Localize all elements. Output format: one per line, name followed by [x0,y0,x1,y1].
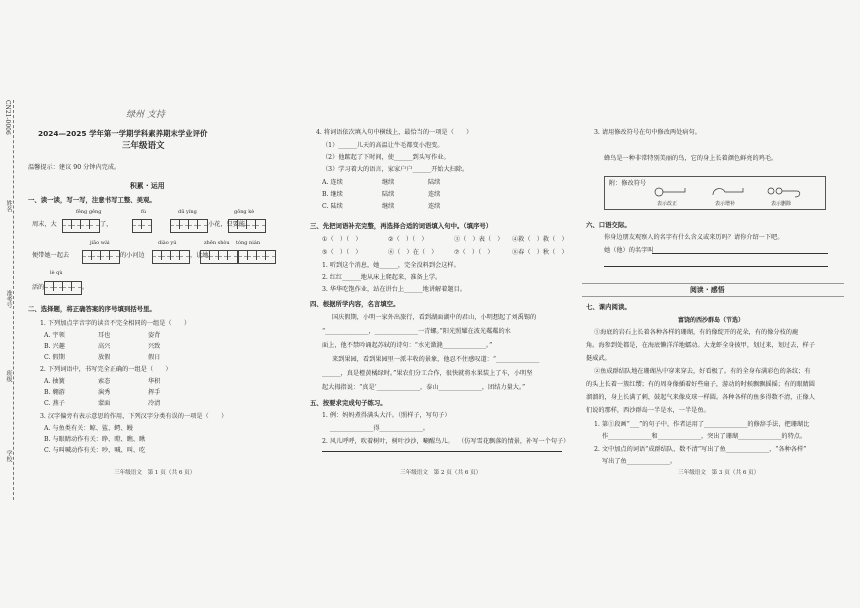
passage-line-6: 溜溜的，身上长满了刺，鼓起气来像皮球一样圆。各种各样的鱼多得数不清，正像人 [586,394,815,401]
q4b-line-5: ______，真是橙黄橘绿时。”果农们分工合作，很快就将水果装上了车，小明坚 [322,370,533,377]
q4-line-1: （1）______儿天的高温让牛毛都变小泡变。 [322,142,444,149]
q6-answer-line[interactable] [652,253,828,254]
q2-2-opt-a[interactable]: A. 抽簧 [44,378,65,385]
paper-code: CN21-0006 [4,100,11,135]
row1-text-3: 小花，只要能 [208,221,246,228]
q4-opt-a-word: 陆续 [428,179,441,186]
q3-word-6[interactable]: ⑥（ ）在（ ） [388,249,438,256]
q3-word-5[interactable]: ⑤（ ）（ ） [322,249,362,256]
q6-answer-line[interactable] [604,266,828,267]
q4-opt-b-word: 连续 [428,191,441,198]
exam-title: 2024—2025 学年第一学期学科素养期末学业评价 [38,129,208,138]
q2-1-opt-b-word: 高兴 [98,343,111,350]
q4-opt-b-word: 陆续 [382,191,395,198]
legend-insert-label: 表示增补 [715,201,736,207]
section-heading-reading: 阅读 · 感悟 [690,286,725,294]
q7-2-cont: 写出了鱼______________。 [602,458,677,465]
q4-opt-c-word: 连续 [428,203,441,210]
q4-opt-a-word: 继续 [382,179,395,186]
pinyin-8: tóng nián [236,240,261,246]
q2-1-opt-b[interactable]: B. 兴趣 [44,343,65,350]
q5-2-answer-line[interactable] [322,451,562,452]
q4: 4. 将词语依次填入句中横线上，最恰当的一项是（ ） [316,129,473,136]
page-1 [18,0,280,608]
q4b-title: 四、根据所学内容，名言填空。 [310,300,400,308]
row2-text-2: 的小河边 [120,252,145,259]
char-grid[interactable] [170,219,208,233]
row2-text-1: 便带她一起去 [32,252,70,259]
q3-title: 三、先把词语补充完整，再选择合适的词语填入句中。（填序号） [310,222,493,230]
passage-line-3: 挺威武。 [586,355,611,362]
pinyin-2: fù [141,209,147,215]
q2-1: 1. 下列加点字音字的读音不完全相同的一组是（ ） [40,320,191,327]
q3-word-4[interactable]: ④救（ ）救（ ） [512,236,568,243]
passage-line-7: 们说的那样，西沙群岛一半是水，一半是鱼。 [586,407,710,414]
binding-label-exam-number: 准考号 [5,290,12,308]
pinyin-3: dū yíng [178,209,197,215]
char-grid[interactable] [238,250,276,264]
char-grid[interactable] [152,250,190,264]
q3-edit: 3. 请用修改符号在句中修改两处病句。 [594,129,701,136]
q4-line-3: （3）学习着大的语言，家家户户______开始大扫除。 [322,166,469,173]
q7-1: 1. 第①段画“___”的句子中，作者运用了______________的修辞手法，把珊瑚比 [594,421,810,428]
pinyin-7: zhēn shòu [204,240,230,246]
q4-line-2: （2）他踮起了下时间，使______到头写作业。 [322,154,450,161]
q2-1-opt-c[interactable]: C. 假期 [44,354,65,361]
legend-delete-label: 表示删除 [771,201,792,207]
pinyin-4: gōng kè [234,209,255,215]
q3-word-3[interactable]: ③（ ）表（ ） [454,236,504,243]
q3-sentence-1: 1. 听到这个消息，她______，完全没料到会这样。 [322,262,460,269]
q5-1: 1. 例：妈妈煮得满头大汗。（照样子，写句子） [322,412,451,419]
char-grid[interactable] [44,281,82,295]
q3-sentence-2: 2. 红红______地从床上爬起来，准备上学。 [322,274,442,281]
q2-2-opt-c[interactable]: C. 燕子 [44,400,65,407]
passage-line-4: ②鱼成群结队地在珊瑚丛中穿来穿去，好看极了。有的全身布满彩色的条纹；有 [594,368,811,375]
q2-2: 2. 下列词语中，书写完全正确的一组是（ ） [40,366,172,373]
q1-title: 一、读一读，写一写，注意书写工整、美观。 [28,196,156,204]
row2-text-3: ，让她 [190,252,209,259]
q2-2-opt-a-word: 索态 [98,378,111,385]
q2-3-opt-c[interactable]: C. 与叫喊动作有关：吵、喊、叫、吃 [44,447,146,454]
passage-line-2: 角。海参到处都是，在海底懒洋洋地蠕动。大龙虾全身披甲，划过来，划过去，样子 [586,342,815,349]
q4b-line-3: 面上，他不禁吟诵起苏轼的诗句：“水光潋滟______________。” [322,342,493,349]
char-grid[interactable] [132,219,152,233]
binding-label-class: 班级 [5,370,12,382]
q2-2-opt-c-word: 冷清 [148,400,161,407]
char-grid[interactable] [82,250,120,264]
row3-text-2: 。 [82,284,89,291]
q6-title: 六、口语交际。 [586,221,631,229]
q2-1-opt-c-word: 放假 [98,354,111,361]
q4b-line-2: “______________，______________一青螺。”阳光照耀在波光粼粼的水 [322,328,511,335]
q3-word-7[interactable]: ⑦（ ）（ ） [454,249,494,256]
q2-2-opt-b-word: 挥手 [148,389,161,396]
q2-3-opt-a[interactable]: A. 与鱼类有关：鲸、鲨、鳄、鳗 [44,425,133,432]
q4b-line-6: 起大拇指说：“真是‘______________，泰山______________，团结力量大。” [322,384,526,391]
page-2-footer: 三年级语文 第 2 页（共 6 页） [400,470,482,476]
passage-line-1: ①海底的岩石上长着各种各样的珊瑚，有的像绽开的花朵，有的像分枝的鹿 [594,329,799,336]
q4b-line-4: 来到果园，看到果园里一派丰收的景象，他忍不住感叹道：“______________ [332,356,540,363]
page-3-footer: 三年级语文 第 3 页（共 6 页） [678,470,760,476]
q4-opt-a[interactable]: A. 连续 [322,179,343,186]
page-1-footer: 三年级语文 第 1 页（共 6 页） [114,470,196,476]
q5-title: 五、按要求完成句子练习。 [310,399,387,407]
q2-3-opt-b[interactable]: B. 与眼睛动作有关：睁、瞪、瞧、瞅 [44,436,146,443]
insert-mark-icon [709,185,749,199]
q4-opt-c-word: 继续 [382,203,395,210]
binding-label-school: 学校 [5,450,12,462]
correction-mark-icon [651,185,691,199]
q7-title: 七、课内阅读。 [586,303,631,311]
q2-3: 3. 汉字偏旁有表示意思的作用，下列汉字分类有误的一项是（ ） [40,413,228,420]
binding-label-name: 姓名 [5,200,12,212]
time-note: 温馨提示：建议 90 分钟内完成。 [28,164,121,171]
q2-1-opt-c-word: 假日 [148,354,161,361]
q2-2-opt-a-word: 华积 [148,378,161,385]
q2-title: 二、选择题，将正确答案的序号填到括号里。 [28,305,156,313]
q2-1-opt-a-word: 耳也 [98,332,111,339]
q7-1-cont: 作______________和______________，突出了珊瑚______________的特点。 [602,433,807,440]
char-grid[interactable] [200,250,238,264]
delete-mark-icon [765,185,805,199]
pinyin-1: fēng gěng [76,209,102,215]
q3-word-8[interactable]: ⑧春（ ）秋（ ） [512,249,568,256]
row3-text-1: 活的 [32,284,45,291]
q2-1-opt-a[interactable]: A. 宇领 [44,332,65,339]
page-2 [308,0,570,608]
q3-sentence-3: 3. 华华吃饱作业，站在讲台上______地讲解着题目。 [322,286,466,293]
row1-text-2: 了， [100,221,113,228]
handwritten-note: 绿州 支持 [126,110,165,120]
q2-2-opt-c-word: 蒙面 [98,400,111,407]
exam-subtitle: 三年级语文 [122,141,165,151]
q5-1-answer[interactable]: ______________得______________。 [330,425,429,432]
q5-2: 2. 风儿呼呼，吹着树叶，树叶沙沙，唰醒鸟儿。 [322,438,454,445]
legend-title: 附：修改符号 [609,180,647,187]
q2-1-opt-b-word: 兴致 [148,343,161,350]
passage-title: 富饶的西沙群岛（节选） [678,317,745,324]
q4-opt-b[interactable]: B. 继续 [322,191,343,198]
char-grid[interactable] [62,219,100,233]
q5-2-instruction: （仿写雪花飘落的情景，补写一个句子） [458,438,570,445]
q6-prompt: 她（他）的名字叫 [604,247,654,254]
q2-1-opt-a-word: 姿背 [148,332,161,339]
q3-edit-sentence: 蜂鸟是一种非常特别美丽的鸟，它的身上长着颜色鲜亮的鸡毛。 [604,155,778,162]
edit-symbols-legend [604,176,826,210]
binding-dashed-line [13,100,14,500]
q6-text: 你身边朋友观察人的名字有什么含义或来历吗？请你介绍一下吧。 [604,234,784,241]
page-3 [582,0,844,608]
q4-opt-c[interactable]: C. 陆续 [322,203,343,210]
row1-text-1: 周末，大 [32,221,57,228]
q3-word-2[interactable]: ②（ ）（ ） [388,236,428,243]
pinyin-6: diào yú [158,240,177,246]
q7-2: 2. 文中加点的词语“成群结队、数不清”写出了鱼______________，“各种各样” [594,446,807,453]
section-heading-accumulate: 积累 · 运用 [130,182,165,190]
passage-line-5: 的头上长着一簇红缨；有的周身像插着好些扇子，游动的时候飘飘摇摇；有的眼睛圆 [586,381,815,388]
pinyin-5: jiāo wài [90,240,110,246]
legend-correct-label: 表示改正 [657,201,678,207]
char-grid[interactable] [228,219,266,233]
pinyin-9: lè qù [50,270,63,276]
q2-2-opt-b-word: 演秀 [98,389,111,396]
q2-2-opt-b[interactable]: B. 翱游 [44,389,65,396]
q4b-line-1: 国庆假期，小明一家外出旅行，看到湖面湖中的君山，小明想起了刘禹锡的 [332,314,537,321]
q3-word-1[interactable]: ①（ ）（ ） [322,236,362,243]
